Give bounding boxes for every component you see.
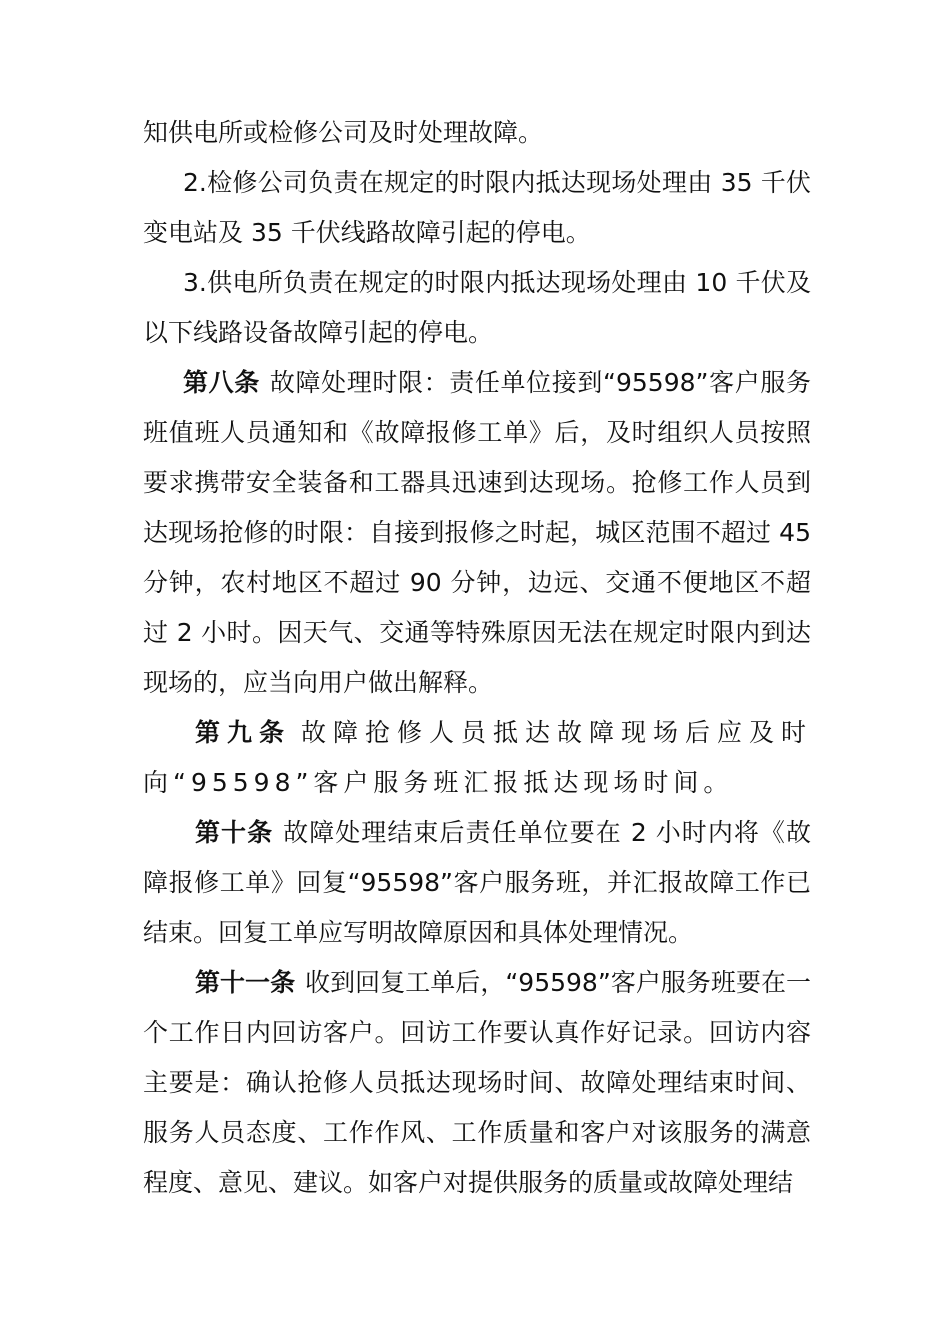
article-9: [143, 708, 811, 808]
article-heading: 第九条: [195, 718, 291, 747]
paragraph-text: 2.检修公司负责在规定的时限内抵达现场处理由 35 千伏变电站及 35 千伏线路故障引起的停电。: [143, 168, 811, 247]
article-heading: 第十一条: [195, 968, 296, 997]
paragraph-continuation: [143, 108, 811, 158]
paragraph-text: 知供电所或检修公司及时处理故障。: [143, 118, 544, 147]
article-text: 故障抢修人员抵达故障现场后应及时向“95598”客户服务班汇报抵达现场时间。: [143, 718, 811, 797]
article-11: [143, 958, 811, 1208]
paragraph-text: 3.供电所负责在规定的时限内抵达现场处理由 10 千伏及以下线路设备故障引起的停电。: [143, 268, 811, 347]
article-text: 故障处理时限：责任单位接到“95598”客户服务班值班人员通知和《故障报修工单》后，及时组织人员按照要求携带安全装备和工器具迅速到达现场。抢修工作人员到达现场抢修的时限：自接到报修之时起，城区范围不超过 45 分钟，农村地区不超过 90 分钟，边远、交通不便地区不超过 2 小时。因天气、交通等特殊原因无法在规定时限内到达现场的，应当向用户做出解释。: [143, 368, 811, 697]
article-10: [143, 808, 811, 958]
article-text: 故障处理结束后责任单位要在 2 小时内将《故障报修工单》回复“95598”客户服务班，并汇报故障工作已结束。回复工单应写明故障原因和具体处理情况。: [143, 818, 811, 947]
article-heading: 第十条: [195, 818, 274, 847]
document-page: [143, 108, 811, 1208]
article-8: [143, 358, 811, 708]
paragraph-item-2: [143, 158, 811, 258]
paragraph-item-3: [143, 258, 811, 358]
article-heading: 第八条: [183, 368, 260, 397]
article-text: 收到回复工单后，“95598”客户服务班要在一个工作日内回访客户。回访工作要认真作好记录。回访内容主要是：确认抢修人员抵达现场时间、故障处理结束时间、服务人员态度、工作作风、工作质量和客户对该服务的满意程度、意见、建议。如客户对提供服务的质量或故障处理结: [143, 968, 811, 1197]
